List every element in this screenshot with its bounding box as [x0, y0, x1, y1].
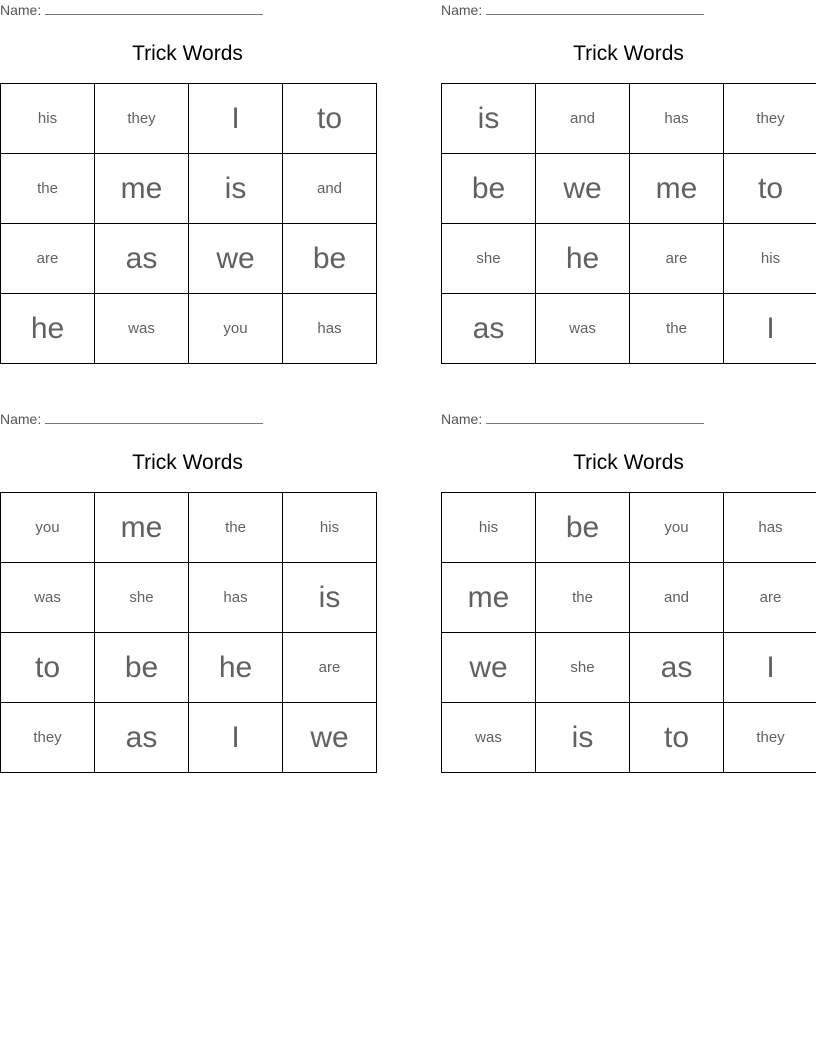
- word-cell: to: [630, 703, 724, 773]
- bingo-card: [441, 0, 816, 364]
- word-cell: as: [442, 294, 536, 364]
- bingo-card: [0, 409, 375, 773]
- word-cell: has: [189, 563, 283, 633]
- word-cell: has: [283, 294, 377, 364]
- card-title: Trick Words: [573, 42, 684, 65]
- word-cell: as: [630, 633, 724, 703]
- name-label: Name:: [0, 2, 42, 18]
- word-cell: his: [1, 84, 95, 154]
- card-title: Trick Words: [132, 42, 243, 65]
- word-cell: be: [283, 224, 377, 294]
- word-grid: [0, 492, 377, 773]
- word-cell: is: [536, 703, 630, 773]
- word-cell: they: [1, 703, 95, 773]
- word-cell: me: [95, 493, 189, 563]
- word-cell: the: [536, 563, 630, 633]
- grid-row: [442, 224, 816, 294]
- word-cell: I: [189, 703, 283, 773]
- grid-row: [442, 633, 816, 703]
- word-cell: she: [95, 563, 189, 633]
- word-cell: was: [95, 294, 189, 364]
- word-cell: the: [1, 154, 95, 224]
- word-cell: we: [442, 633, 536, 703]
- card-title: Trick Words: [132, 451, 243, 474]
- name-field: [0, 2, 280, 18]
- word-grid: [0, 83, 377, 364]
- word-cell: he: [1, 294, 95, 364]
- word-cell: you: [1, 493, 95, 563]
- word-cell: be: [536, 493, 630, 563]
- name-blank-line: [486, 411, 704, 424]
- word-cell: his: [724, 224, 816, 294]
- name-blank-line: [486, 2, 704, 15]
- word-cell: he: [536, 224, 630, 294]
- word-cell: I: [724, 633, 816, 703]
- bingo-card: [0, 0, 375, 364]
- name-field: [441, 2, 721, 18]
- word-cell: and: [630, 563, 724, 633]
- word-cell: me: [630, 154, 724, 224]
- word-cell: has: [630, 84, 724, 154]
- word-cell: has: [724, 493, 816, 563]
- word-cell: we: [536, 154, 630, 224]
- word-cell: is: [283, 563, 377, 633]
- grid-row: [442, 84, 816, 154]
- word-cell: we: [189, 224, 283, 294]
- word-cell: are: [630, 224, 724, 294]
- word-cell: was: [536, 294, 630, 364]
- name-label: Name:: [441, 411, 483, 427]
- grid-row: [1, 84, 377, 154]
- word-cell: I: [724, 294, 816, 364]
- name-field: [441, 411, 721, 427]
- word-cell: was: [442, 703, 536, 773]
- word-cell: are: [1, 224, 95, 294]
- word-cell: to: [283, 84, 377, 154]
- word-cell: is: [442, 84, 536, 154]
- name-blank-line: [45, 2, 263, 15]
- word-grid: [441, 83, 816, 364]
- word-cell: me: [442, 563, 536, 633]
- name-label: Name:: [0, 411, 42, 427]
- word-cell: be: [95, 633, 189, 703]
- word-cell: he: [189, 633, 283, 703]
- grid-row: [442, 294, 816, 364]
- grid-row: [442, 154, 816, 224]
- word-cell: and: [283, 154, 377, 224]
- word-cell: as: [95, 703, 189, 773]
- grid-row: [1, 703, 377, 773]
- word-cell: me: [95, 154, 189, 224]
- grid-row: [442, 703, 816, 773]
- grid-row: [1, 633, 377, 703]
- bingo-card: [441, 409, 816, 773]
- grid-row: [442, 493, 816, 563]
- word-cell: we: [283, 703, 377, 773]
- word-cell: to: [724, 154, 816, 224]
- grid-row: [1, 294, 377, 364]
- grid-row: [442, 563, 816, 633]
- word-cell: to: [1, 633, 95, 703]
- word-cell: you: [189, 294, 283, 364]
- word-cell: his: [283, 493, 377, 563]
- word-cell: the: [189, 493, 283, 563]
- word-cell: they: [724, 84, 816, 154]
- word-cell: be: [442, 154, 536, 224]
- word-cell: his: [442, 493, 536, 563]
- word-cell: as: [95, 224, 189, 294]
- word-cell: is: [189, 154, 283, 224]
- grid-row: [1, 224, 377, 294]
- name-field: [0, 411, 280, 427]
- word-cell: the: [630, 294, 724, 364]
- grid-row: [1, 493, 377, 563]
- word-cell: I: [189, 84, 283, 154]
- grid-row: [1, 563, 377, 633]
- word-cell: you: [630, 493, 724, 563]
- word-cell: they: [95, 84, 189, 154]
- word-cell: she: [536, 633, 630, 703]
- word-cell: she: [442, 224, 536, 294]
- name-label: Name:: [441, 2, 483, 18]
- card-title: Trick Words: [573, 451, 684, 474]
- word-cell: and: [536, 84, 630, 154]
- grid-row: [1, 154, 377, 224]
- name-blank-line: [45, 411, 263, 424]
- word-grid: [441, 492, 816, 773]
- word-cell: are: [724, 563, 816, 633]
- word-cell: was: [1, 563, 95, 633]
- word-cell: are: [283, 633, 377, 703]
- word-cell: they: [724, 703, 816, 773]
